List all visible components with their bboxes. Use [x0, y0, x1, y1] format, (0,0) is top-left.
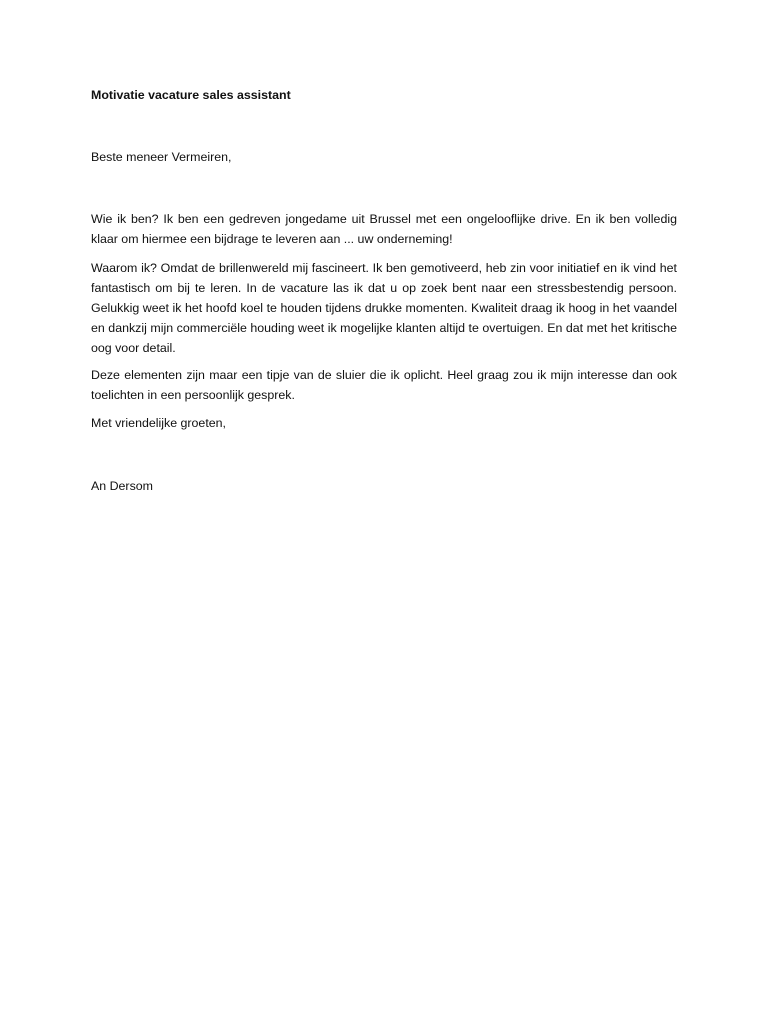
paragraph-conclusion: Deze elementen zijn maar een tipje van de sluier die ik oplicht. Heel graag zou ik mijn interesse dan ook toelichten in een persoonlijk gesprek.	[91, 368, 677, 402]
signature-name: An Dersom	[91, 479, 153, 493]
paragraph-intro: Wie ik ben? Ik ben een gedreven jongedame uit Brussel met een ongelooflijke drive. En ik ben volledig klaar om hiermee een bijdrage te leveren aan ... uw onderneming!	[91, 212, 677, 246]
paragraph-motivation: Waarom ik? Omdat de brillenwereld mij fascineert. Ik ben gemotiveerd, heb zin voor initiatief en ik vind het fantastisch om bij te leren. In de vacature las ik dat u op zoek bent naar een stressbestendig persoon. Gelukkig weet ik het hoofd koel te houden tijdens drukke momenten. Kwaliteit draag ik hoog in het vaandel en dankzij mijn commerciële houding weet ik mogelijke klanten altijd te overtuigen. En dat met het kritische oog voor detail.	[91, 261, 677, 355]
salutation: Beste meneer Vermeiren,	[91, 150, 232, 164]
closing-line: Met vriendelijke groeten,	[91, 416, 226, 430]
document-title: Motivatie vacature sales assistant	[91, 88, 291, 102]
